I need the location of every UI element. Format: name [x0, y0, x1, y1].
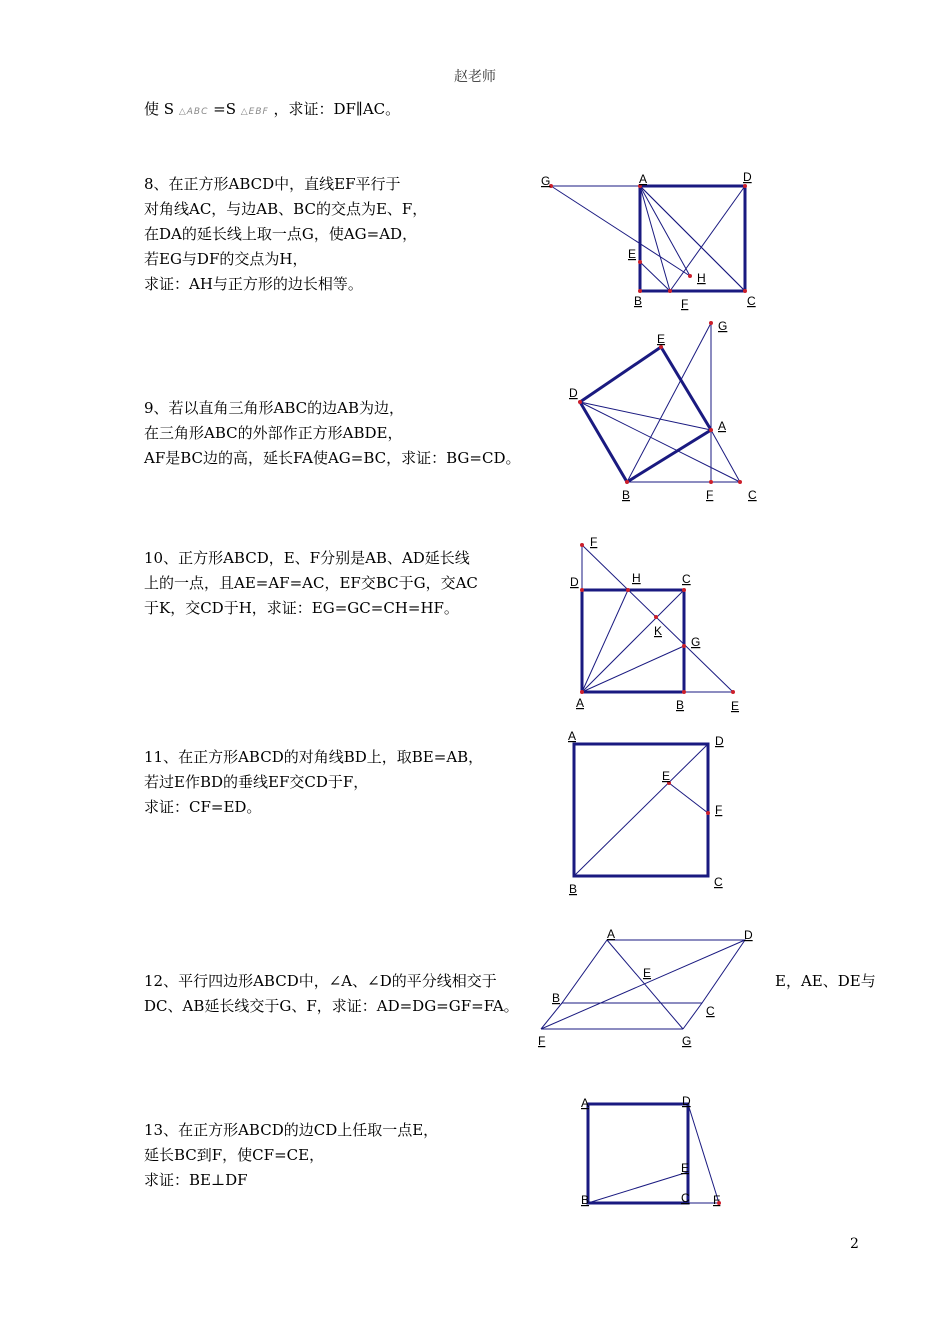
problem-12-tail: E，AE、DE与 — [775, 972, 876, 990]
point-k — [654, 615, 658, 619]
label-g: G — [691, 635, 701, 649]
label-f: F — [706, 488, 714, 502]
point-f — [668, 289, 672, 293]
point-f — [580, 543, 584, 547]
problem-9-line: 在三角形ABC的外部作正方形ABDE， — [144, 424, 403, 442]
problem-10-text — [144, 546, 478, 621]
label-a: A — [581, 1096, 590, 1110]
problem-13-line: 13、在正方形ABCD的边CD上任取一点E， — [144, 1121, 439, 1139]
problem-10-figure — [565, 530, 755, 715]
label-c: C — [714, 875, 723, 889]
label-g: G — [541, 174, 551, 188]
label-a: A — [576, 696, 585, 710]
segment-ah — [640, 186, 690, 276]
point-d — [578, 400, 582, 404]
problem-8-line: 对角线AC，与边AB、BC的交点为E、F， — [144, 200, 428, 218]
label-d: D — [570, 575, 579, 589]
label-e: E — [731, 699, 740, 713]
label-a: A — [568, 729, 577, 743]
problem-13-line: 求证：BE⊥DF — [144, 1171, 248, 1189]
label-e: E — [643, 966, 652, 980]
problem-8-line: 求证：AH与正方形的边长相等。 — [144, 275, 363, 293]
problem-13-line: 延长BC到F，使CF=CE， — [144, 1146, 325, 1164]
segment-ah — [582, 590, 628, 692]
label-b: B — [634, 294, 643, 308]
label-e: E — [662, 769, 671, 783]
point-c — [743, 289, 747, 293]
segment-ac — [582, 590, 684, 692]
label-e: E — [657, 332, 666, 346]
problem-8-text — [144, 172, 427, 297]
problem-8-line: 在DA的延长线上取一点G，使AG=AD， — [144, 225, 418, 243]
point-f — [709, 480, 713, 484]
label-e: E — [681, 1161, 690, 1175]
point-c — [738, 480, 742, 484]
segment-cg — [683, 1003, 702, 1029]
segment-ag — [607, 940, 683, 1029]
problem-10-line: 10、正方形ABCD，E、F分别是AB、AD延长线 — [144, 549, 470, 567]
segment-da — [580, 402, 711, 430]
label-a: A — [607, 927, 616, 941]
point-d — [580, 588, 584, 592]
label-f: F — [590, 535, 598, 549]
label-g: G — [718, 319, 728, 333]
label-f: F — [538, 1034, 546, 1048]
label-k: K — [654, 624, 663, 638]
segment-bg — [627, 323, 711, 482]
problem-12-text — [144, 969, 519, 1019]
point-h — [688, 274, 692, 278]
segment-gc — [640, 186, 745, 291]
label-d: D — [743, 170, 752, 184]
segment-ba — [627, 430, 711, 482]
label-b: B — [552, 991, 561, 1005]
problem-13-text — [144, 1118, 438, 1193]
segment-df — [670, 186, 745, 291]
problem-9-text — [144, 396, 520, 471]
parallelogram-abcd — [562, 940, 745, 1003]
problem-9-line: AF是BC边的高，延长FA使AG=BC，求证：BG=CD。 — [144, 449, 521, 467]
label-a: A — [639, 172, 648, 186]
point-a — [580, 690, 584, 694]
problem-11-line: 求证：CF=ED。 — [144, 798, 262, 816]
label-d: D — [569, 386, 578, 400]
label-b: B — [622, 488, 631, 502]
point-f — [706, 811, 710, 815]
problem-10-line: 上的一点，且AE=AF=AC，EF交BC于G，交AC — [144, 574, 478, 592]
segment-af — [640, 186, 670, 291]
label-f: F — [713, 1193, 721, 1207]
label-f: F — [681, 297, 689, 311]
label-b: B — [676, 698, 685, 712]
label-e: E — [628, 247, 637, 261]
label-b: B — [569, 882, 578, 896]
problem-9-figure — [560, 315, 770, 510]
problem-11-line: 若过E作BD的垂线EF交CD于F， — [144, 773, 369, 791]
problem-11-figure — [560, 725, 740, 900]
point-g — [682, 644, 686, 648]
label-d: D — [744, 928, 753, 942]
problem-13-figure — [570, 1090, 735, 1210]
problem-11-line: 11、在正方形ABCD的对角线BD上，取BE=AB， — [144, 748, 484, 766]
intro-subscript-2: △EBF — [240, 107, 269, 117]
label-d: D — [682, 1094, 691, 1108]
problem-12-figure — [535, 925, 760, 1050]
label-f: F — [715, 803, 723, 817]
square-abde — [580, 347, 711, 482]
problem-8-figure — [530, 165, 770, 315]
page-number: 2 — [850, 1236, 859, 1252]
point-c — [682, 588, 686, 592]
label-a: A — [718, 419, 727, 433]
label-b: B — [581, 1193, 590, 1207]
label-g: G — [682, 1034, 692, 1048]
intro-mid: =S — [208, 100, 241, 118]
intro-prefix: 使 S — [144, 100, 179, 118]
point-h — [626, 588, 630, 592]
problem-12-line: 12、平行四边形ABCD中，∠A、∠D的平分线相交于 — [144, 972, 497, 990]
point-b — [682, 690, 686, 694]
label-c: C — [748, 488, 757, 502]
problem-11-text — [144, 745, 483, 820]
page-header: 赵老师 — [454, 69, 496, 85]
label-h: H — [697, 271, 706, 285]
problem-8-line: 若EG与DF的交点为H， — [144, 250, 308, 268]
point-b — [625, 480, 629, 484]
segment-bd — [574, 744, 708, 876]
segment-gh — [551, 186, 690, 276]
point-e — [638, 260, 642, 264]
point-b — [638, 289, 642, 293]
point-a — [709, 428, 713, 432]
label-d: D — [715, 734, 724, 748]
label-c: C — [747, 294, 756, 308]
label-c: C — [681, 1191, 690, 1205]
intro-suffix: ，求证：DF∥AC。 — [268, 100, 401, 118]
label-h: H — [632, 571, 641, 585]
segment-be — [588, 1172, 688, 1203]
problem-8-line: 8、在正方形ABCD中，直线EF平行于 — [144, 175, 401, 193]
square-abcd — [588, 1104, 688, 1203]
label-c: C — [706, 1004, 715, 1018]
intro-subscript-1: △ABC — [178, 107, 209, 117]
segment-df — [688, 1104, 719, 1203]
point-d — [743, 184, 747, 188]
segment-ag — [582, 646, 684, 692]
problem-9-line: 9、若以直角三角形ABC的边AB为边， — [144, 399, 405, 417]
problem-10-line: 于K，交CD于H，求证：EG=GC=CH=HF。 — [144, 599, 459, 617]
intro-line — [144, 97, 400, 125]
problem-12-line: DC、AB延长线交于G、F，求证：AD=DG=GF=FA。 — [144, 997, 519, 1015]
label-c: C — [682, 572, 691, 586]
point-e — [731, 690, 735, 694]
segment-ef — [669, 783, 708, 813]
point-g — [709, 321, 713, 325]
segment-fb — [541, 1003, 562, 1029]
